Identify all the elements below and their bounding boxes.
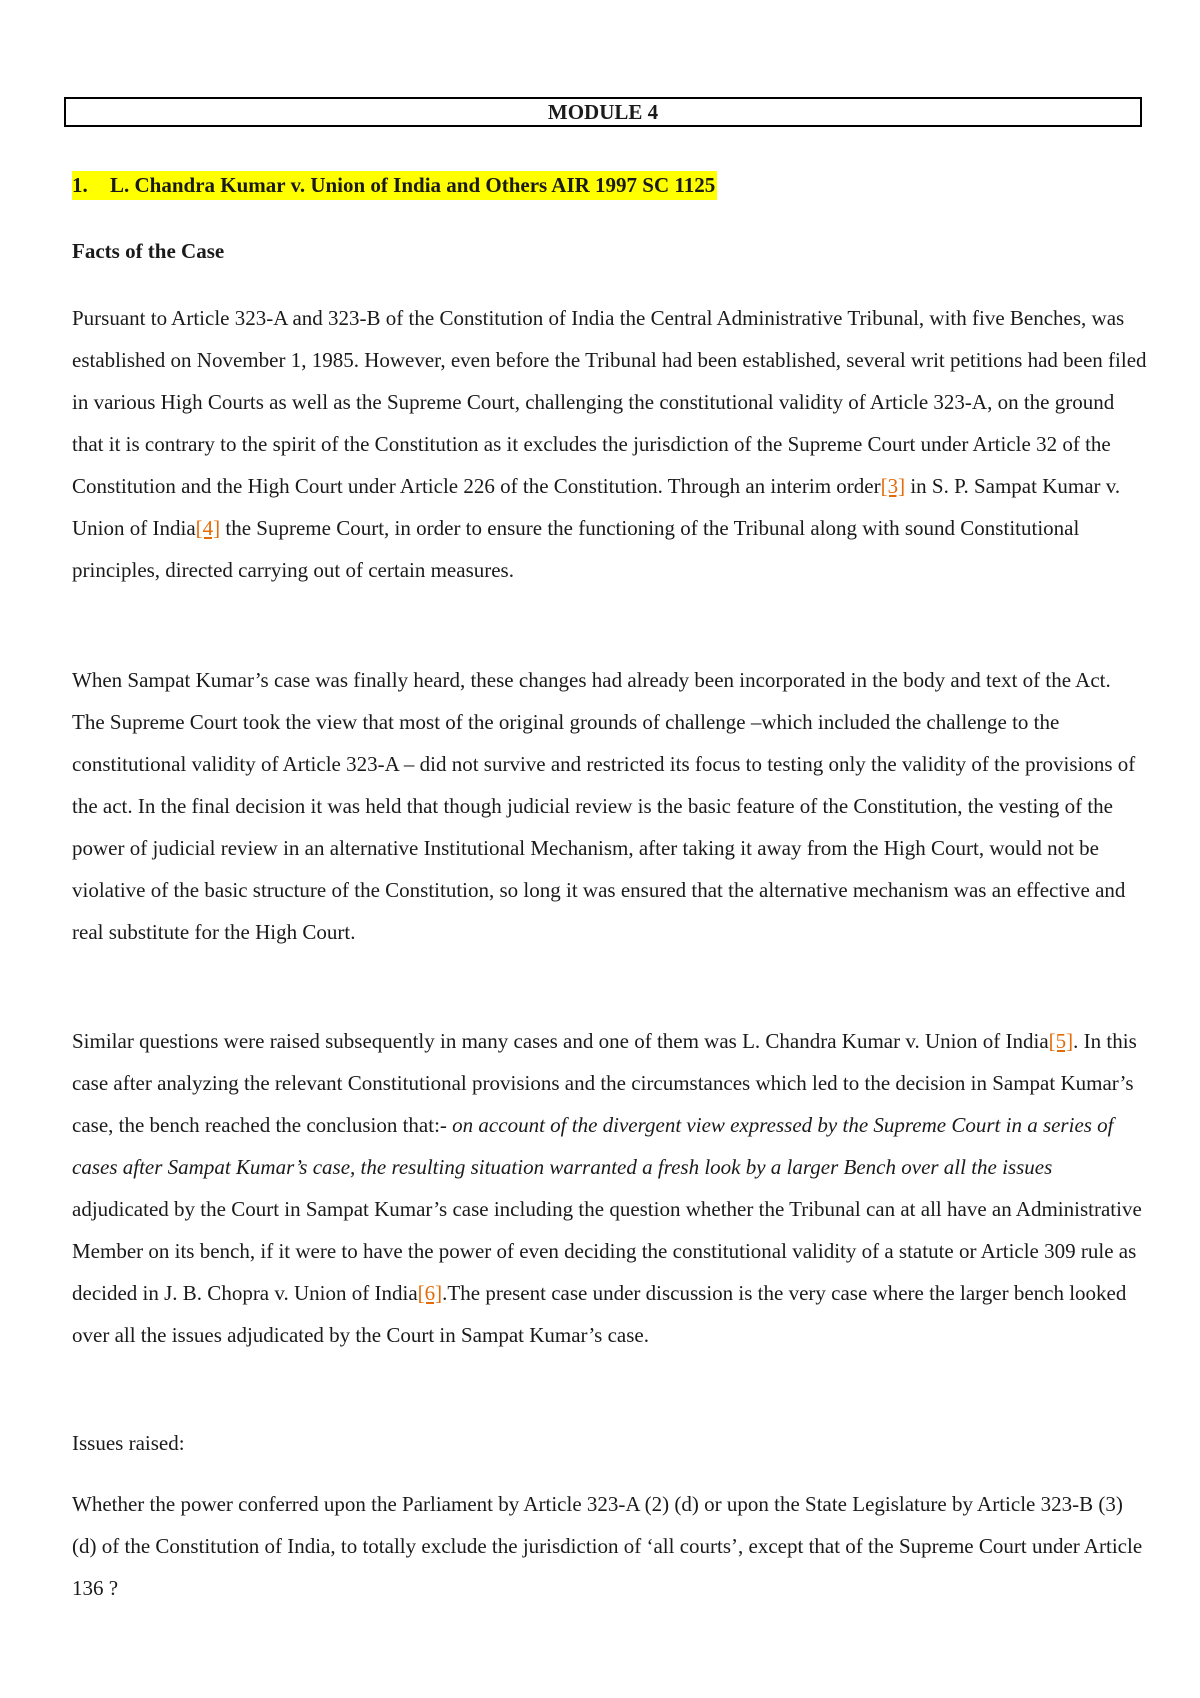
footnote-link-6[interactable]: [6] (417, 1281, 443, 1305)
module-title: MODULE 4 (64, 97, 1142, 127)
footnote-link-4[interactable]: [4] (195, 516, 221, 540)
case-number: 1. (72, 173, 88, 197)
para3-text-2: . In this case after analyzing the relevant Constitutional provisions and the circumstances which led to the decision in Sampat Kumar’s case, the bench reached the conclusion that:- (72, 1029, 1137, 1137)
issues-label: Issues raised: (72, 1431, 185, 1455)
facts-paragraph-3 (72, 1020, 1147, 1356)
issue-paragraph: Whether the power conferred upon the Parliament by Article 323-A (2) (d) or upon the State Legislature by Article 323-B (3) (d) of the Constitution of India, to totally exclude the jurisdiction of ‘all courts’, except that of the Supreme Court under Article 136 ? (72, 1492, 1143, 1600)
case-heading (72, 170, 717, 200)
para1-text-2: in S. P. Sampat Kumar v. Union of India (72, 474, 1121, 540)
para3-text-1: Similar questions were raised subsequently in many cases and one of them was L. Chandra Kumar v. Union of India (72, 1029, 1049, 1053)
para3-text-3: adjudicated by the Court in Sampat Kumar’s case including the question whether the Tribunal can at all have an Administrative Member on its bench, if it were to have the power of even deciding the constitutional validity of a statute or Article 309 rule as decided in J. B. Chopra v. Union of India (72, 1197, 1142, 1305)
para1-text-3: the Supreme Court, in order to ensure the functioning of the Tribunal along with sound Constitutional principles, directed carrying out of certain measures. (72, 516, 1080, 582)
footnote-link-5[interactable]: [5] (1048, 1029, 1074, 1053)
facts-paragraph-2: When Sampat Kumar’s case was finally heard, these changes had already been incorporated in the body and text of the Act. The Supreme Court took the view that most of the original grounds of challenge –which included the challenge to the constitutional validity of Article 323-A – did not survive and restricted its focus to testing only the validity of the provisions of the act. In the final decision it was held that though judicial review is the basic feature of the Constitution, the vesting of the power of judicial review in an alternative Institutional Mechanism, after taking it away from the High Court, would not be violative of the basic structure of the Constitution, so long it was ensured that the alternative mechanism was an effective and real substitute for the High Court. (72, 668, 1136, 944)
para1-text-1: Pursuant to Article 323-A and 323-B of the Constitution of India the Central Administrative Tribunal, with five Benches, was established on November 1, 1985. However, even before the Tribunal had been established, several writ petitions had been filed in various High Courts as well as the Supreme Court, challenging the constitutional validity of Article 323-A, on the ground that it is contrary to the spirit of the Constitution as it excludes the jurisdiction of the Supreme Court under Article 32 of the Constitution and the High Court under Article 226 of the Constitution. Through an interim order (72, 306, 1147, 498)
para3-text-4: .The present case under discussion is the very case where the larger bench looked over all the issues adjudicated by the Court in Sampat Kumar’s case. (72, 1281, 1127, 1347)
para3-italic-quote: on account of the divergent view expressed by the Supreme Court in a series of cases after Sampat Kumar’s case, the resulting situation warranted a fresh look by a larger Bench over all the issues (72, 1113, 1114, 1179)
facts-paragraph-1 (72, 297, 1147, 591)
case-heading-highlight (72, 171, 717, 200)
footnote-link-3[interactable]: [3] (880, 474, 906, 498)
case-title: L. Chandra Kumar v. Union of India and Others AIR 1997 SC 1125 (110, 173, 716, 197)
facts-heading: Facts of the Case (72, 239, 225, 263)
